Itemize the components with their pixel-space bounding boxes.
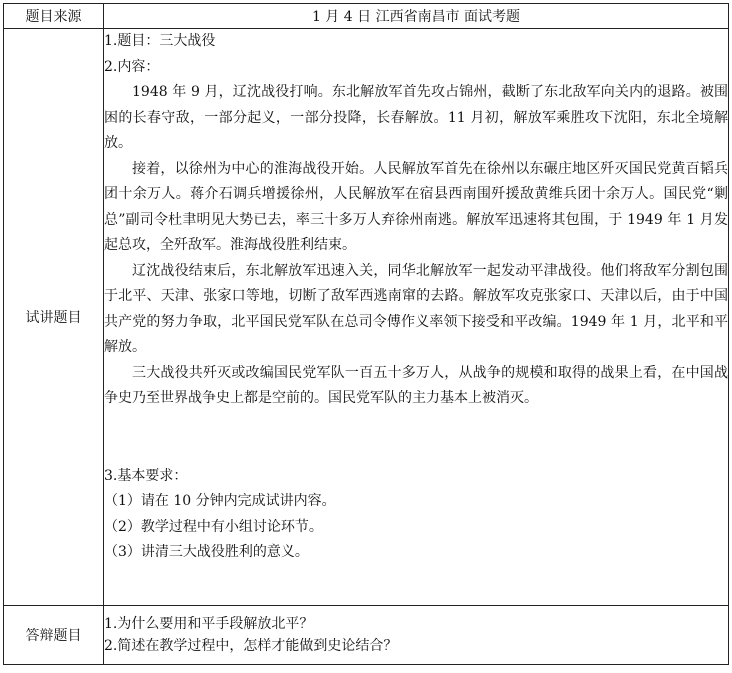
requirement-item: （2）教学过程中有小组讨论环节。 <box>104 518 323 535</box>
content-heading: 2.内容： <box>104 58 160 75</box>
defense-question: 1.为什么要用和平手段解放北平？ <box>104 616 314 632</box>
requirements-heading: 3.基本要求： <box>104 467 188 484</box>
paragraph-liaoshen: 1948 年 9 月，辽沈战役打响。东北解放军首先攻占锦州，截断了东北敌军向关内的退路。被围困的长春守敌，一部分起义，一部分投降，长春解放。11 月初，解放军乘胜攻下沈阳，东北全境解放。 <box>104 84 728 151</box>
requirement-item: （3）讲清三大战役胜利的意义。 <box>104 544 309 560</box>
defense-question: 2.简述在教学过程中，怎样才能做到史论结合？ <box>104 638 398 654</box>
topic-line: 1.题目：三大战役 <box>104 33 216 49</box>
exam-title: 1 月 4 日 江西省南昌市 面试考题 <box>104 4 729 29</box>
defense-row <box>4 606 729 665</box>
trial-content <box>104 29 729 606</box>
spacer <box>104 412 728 464</box>
defense-label: 答辩题目 <box>4 606 104 665</box>
paragraph-pingjin: 辽沈战役结束后，东北解放军迅速入关，同华北解放军一起发动平津战役。他们将敌军分割包围于北平、天津、张家口等地，切断了敌军西逃南窜的去路。解放军攻克张家口、天津以后，由于中国共产党的努力争取，北平国民党军队在总司令傅作义率领下接受和平改编。1949 年 1 月，北平和平解放。 <box>104 262 728 355</box>
exam-question-table <box>3 3 729 665</box>
paragraph-summary: 三大战役共歼灭或改编国民党军队一百五十多万人，从战争的规模和取得的战果上看，在中国战争史乃至世界战争史上都是空前的。国民党军队的主力基本上被消灭。 <box>104 364 728 406</box>
paragraph-huaihai: 接着，以徐州为中心的淮海战役开始。人民解放军首先在徐州以东碾庄地区歼灭国民党黄百韬兵团十余万人。蒋介石调兵增援徐州，人民解放军在宿县西南围歼援敌黄维兵团十余万人。国民党“剿总”副司令杜聿明见大势已去，率三十多万人弃徐州南逃。解放军迅速将其包围，于 1949 年 1 月发起总攻，全歼敌军。淮海战役胜利结束。 <box>104 160 728 253</box>
trial-label: 试讲题目 <box>4 29 104 606</box>
source-row <box>4 4 729 29</box>
trial-row <box>4 29 729 606</box>
source-label: 题目来源 <box>4 4 104 29</box>
requirement-item: （1）请在 10 分钟内完成试讲内容。 <box>104 493 336 509</box>
defense-content <box>104 606 729 665</box>
